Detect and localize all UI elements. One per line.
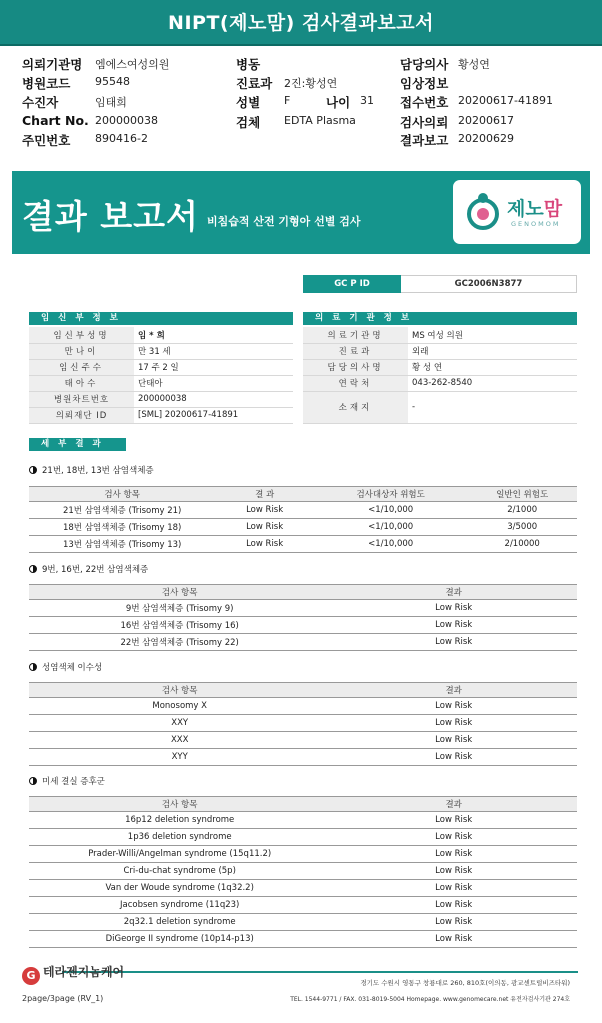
test-item: Van der Woude syndrome (1q32.2) — [29, 880, 330, 897]
test-item: XXY — [29, 715, 330, 732]
report-title: NIPT(제노맘) 검사결과보고서 — [0, 0, 602, 46]
general-risk: 2/10000 — [467, 536, 577, 553]
table-header-row — [29, 683, 577, 698]
patient-info-table — [29, 327, 293, 424]
header-value: 95548 — [95, 75, 130, 88]
header-value: 890416-2 — [95, 132, 148, 145]
table-row — [29, 715, 577, 732]
result-cell: Low Risk — [330, 897, 577, 914]
result-cell: Low Risk — [330, 634, 577, 651]
header-label: 결과보고 — [400, 133, 449, 148]
header-label: 검체 — [236, 115, 261, 130]
footer-divider — [62, 971, 578, 973]
info-label: 담당의사명 — [303, 359, 408, 375]
result-cell: Low Risk — [330, 812, 577, 829]
header-label: 의뢰기관명 — [22, 57, 83, 72]
table-row — [29, 391, 293, 407]
test-item: 13번 삼염색체증 (Trisomy 13) — [29, 536, 215, 553]
header-label: 성별 — [236, 95, 261, 110]
table-row — [303, 375, 577, 391]
header-value: 20200629 — [458, 132, 514, 145]
logo-subtext: GENOMOM — [511, 220, 561, 228]
result-cell: Low Risk — [330, 617, 577, 634]
test-item: 16p12 deletion syndrome — [29, 812, 330, 829]
result-cell: Low Risk — [215, 519, 314, 536]
test-item: XYY — [29, 749, 330, 766]
result-cell: Low Risk — [330, 846, 577, 863]
info-label: 연락처 — [303, 375, 408, 391]
gcpid-value: GC2006N3877 — [401, 275, 577, 293]
info-value: [SML] 20200617-41891 — [134, 407, 293, 423]
table-row — [29, 519, 577, 536]
test-item: Jacobsen syndrome (11q23) — [29, 897, 330, 914]
header-label: 주민번호 — [22, 133, 71, 148]
info-value: 043-262-8540 — [408, 375, 577, 391]
trisomy-major-table — [29, 486, 577, 553]
header-label: 검사의뢰 — [400, 115, 449, 130]
info-label: 의뢰재단 ID — [29, 407, 134, 423]
group-title: 성염색체 이수성 — [29, 661, 102, 673]
table-header-row — [29, 487, 577, 502]
info-label: 임신주수 — [29, 359, 134, 375]
table-row — [29, 600, 577, 617]
header-value: 임태희 — [95, 96, 127, 109]
table-row — [29, 749, 577, 766]
table-row — [29, 863, 577, 880]
group-title: 9번, 16번, 22번 삼염색체증 — [29, 563, 148, 575]
table-row — [29, 617, 577, 634]
table-row — [29, 812, 577, 829]
half-circle-icon — [29, 466, 37, 474]
result-cell: Low Risk — [215, 502, 314, 519]
result-cell: Low Risk — [330, 715, 577, 732]
patient-section-header: 임 신 부 정 보 — [29, 312, 293, 325]
info-label: 태아수 — [29, 375, 134, 391]
info-value: 만 31 세 — [134, 343, 293, 359]
table-row — [303, 327, 577, 343]
half-circle-icon — [29, 777, 37, 785]
result-cell: Low Risk — [330, 749, 577, 766]
table-row — [303, 359, 577, 375]
table-row — [29, 359, 293, 375]
result-cell: Low Risk — [330, 880, 577, 897]
info-label: 소재지 — [303, 391, 408, 423]
header-value: 황성연 — [458, 58, 490, 71]
age-value: 31 — [360, 94, 374, 107]
test-item: Prader-Willi/Angelman syndrome (15q11.2) — [29, 846, 330, 863]
column-header: 일반인 위험도 — [467, 487, 577, 502]
header-label: 병동 — [236, 57, 261, 72]
test-item: DiGeorge II syndrome (10p14-p13) — [29, 931, 330, 948]
table-row — [29, 375, 293, 391]
info-value: 17 주 2 일 — [134, 359, 293, 375]
banner-subtitle: 비침습적 산전 기형아 선별 검사 — [207, 215, 361, 228]
test-item: 1p36 deletion syndrome — [29, 829, 330, 846]
header-info — [22, 55, 592, 155]
table-row — [29, 327, 293, 343]
info-label: 진료과 — [303, 343, 408, 359]
column-header: 검사 항목 — [29, 585, 330, 600]
banner-title: 결과 보고서 — [22, 197, 199, 236]
info-value: 임 * 희 — [134, 327, 293, 343]
footer-logo: G 테라젠지놈케어 — [22, 963, 124, 985]
column-header: 결과 — [330, 797, 577, 812]
info-label: 만나이 — [29, 343, 134, 359]
table-row — [303, 391, 577, 423]
info-label: 임신부성명 — [29, 327, 134, 343]
header-value: 20200617-41891 — [458, 94, 553, 107]
header-value: 엠에스여성의원 — [95, 58, 170, 71]
gcpid-box — [303, 275, 577, 293]
result-cell: Low Risk — [330, 914, 577, 931]
table-row — [29, 732, 577, 749]
group-title: 미세 결실 증후군 — [29, 775, 105, 787]
header-label: Chart No. — [22, 113, 89, 128]
test-item: 2q32.1 deletion syndrome — [29, 914, 330, 931]
table-row — [29, 536, 577, 553]
page-number: 2page/3page (RV_1) — [22, 994, 104, 1003]
sex-chromosome-table — [29, 682, 577, 766]
info-value: 200000038 — [134, 391, 293, 407]
general-risk: 2/1000 — [467, 502, 577, 519]
header-value: 200000038 — [95, 114, 158, 127]
result-banner — [12, 171, 590, 254]
test-item: XXX — [29, 732, 330, 749]
test-item: 9번 삼염색체증 (Trisomy 9) — [29, 600, 330, 617]
table-row — [29, 931, 577, 948]
gcpid-label: GC P ID — [303, 275, 401, 293]
hospital-info-table — [303, 327, 577, 424]
table-row — [29, 829, 577, 846]
table-header-row — [29, 797, 577, 812]
test-item: Monosomy X — [29, 698, 330, 715]
header-label: 진료과 — [236, 76, 273, 91]
table-row — [29, 343, 293, 359]
test-item: 21번 삼염색체증 (Trisomy 21) — [29, 502, 215, 519]
genomom-logo — [453, 180, 581, 244]
header-label: 담당의사 — [400, 57, 449, 72]
header-value: EDTA Plasma — [284, 114, 356, 127]
table-row — [29, 846, 577, 863]
result-cell: Low Risk — [215, 536, 314, 553]
result-cell: Low Risk — [330, 829, 577, 846]
header-label: 임상정보 — [400, 76, 449, 91]
half-circle-icon — [29, 565, 37, 573]
hospital-section-header: 의 료 기 관 정 보 — [303, 312, 577, 325]
result-cell: Low Risk — [330, 600, 577, 617]
column-header: 검사 항목 — [29, 797, 330, 812]
header-label: 접수번호 — [400, 95, 449, 110]
trisomy-minor-table — [29, 584, 577, 651]
info-label: 의료기관명 — [303, 327, 408, 343]
column-header: 결과 — [330, 683, 577, 698]
result-cell: Low Risk — [330, 698, 577, 715]
subject-risk: <1/10,000 — [314, 519, 467, 536]
microdeletion-table — [29, 796, 577, 948]
header-value: 2진:황성연 — [284, 77, 338, 90]
table-row — [29, 407, 293, 423]
genomom-logo-icon — [465, 192, 501, 230]
result-cell: Low Risk — [330, 732, 577, 749]
info-value: 단태아 — [134, 375, 293, 391]
table-row — [29, 698, 577, 715]
result-cell: Low Risk — [330, 931, 577, 948]
column-header: 검사 항목 — [29, 683, 330, 698]
table-row — [303, 343, 577, 359]
result-cell: Low Risk — [330, 863, 577, 880]
header-label: 병원코드 — [22, 76, 71, 91]
footer-contact: TEL. 1544-9771 / FAX. 031-8019-5004 Homepage. www.genomecare.net 유전자검사기관 274호 — [290, 996, 570, 1003]
column-header: 검사대상자 위험도 — [314, 487, 467, 502]
header-label: 수진자 — [22, 95, 59, 110]
table-row — [29, 914, 577, 931]
table-row — [29, 634, 577, 651]
table-row — [29, 897, 577, 914]
detail-section-header: 세 부 결 과 — [29, 438, 126, 451]
general-risk: 3/5000 — [467, 519, 577, 536]
test-item: 22번 삼염색체증 (Trisomy 22) — [29, 634, 330, 651]
column-header: 결과 — [330, 585, 577, 600]
header-value: F — [284, 94, 291, 107]
column-header: 결 과 — [215, 487, 314, 502]
table-row — [29, 502, 577, 519]
subject-risk: <1/10,000 — [314, 536, 467, 553]
company-logo-icon: G — [22, 967, 40, 985]
test-item: 18번 삼염색체증 (Trisomy 18) — [29, 519, 215, 536]
info-label: 병원차트번호 — [29, 391, 134, 407]
info-value: 황 성 연 — [408, 359, 577, 375]
test-item: Cri-du-chat syndrome (5p) — [29, 863, 330, 880]
subject-risk: <1/10,000 — [314, 502, 467, 519]
logo-text: 제노맘 — [507, 198, 563, 220]
table-row — [29, 880, 577, 897]
header-value: 20200617 — [458, 114, 514, 127]
info-value: - — [408, 391, 577, 423]
test-item: 16번 삼염색체증 (Trisomy 16) — [29, 617, 330, 634]
age-label: 나이 — [326, 95, 351, 110]
table-header-row — [29, 585, 577, 600]
info-value: 외래 — [408, 343, 577, 359]
group-title: 21번, 18번, 13번 삼염색체증 — [29, 464, 154, 476]
footer-address: 경기도 수원시 영통구 창룡대로 260, 810호(이의동, 광교센트럴비즈타워) — [360, 979, 570, 987]
half-circle-icon — [29, 663, 37, 671]
info-value: MS 여성 의원 — [408, 327, 577, 343]
column-header: 검사 항목 — [29, 487, 215, 502]
